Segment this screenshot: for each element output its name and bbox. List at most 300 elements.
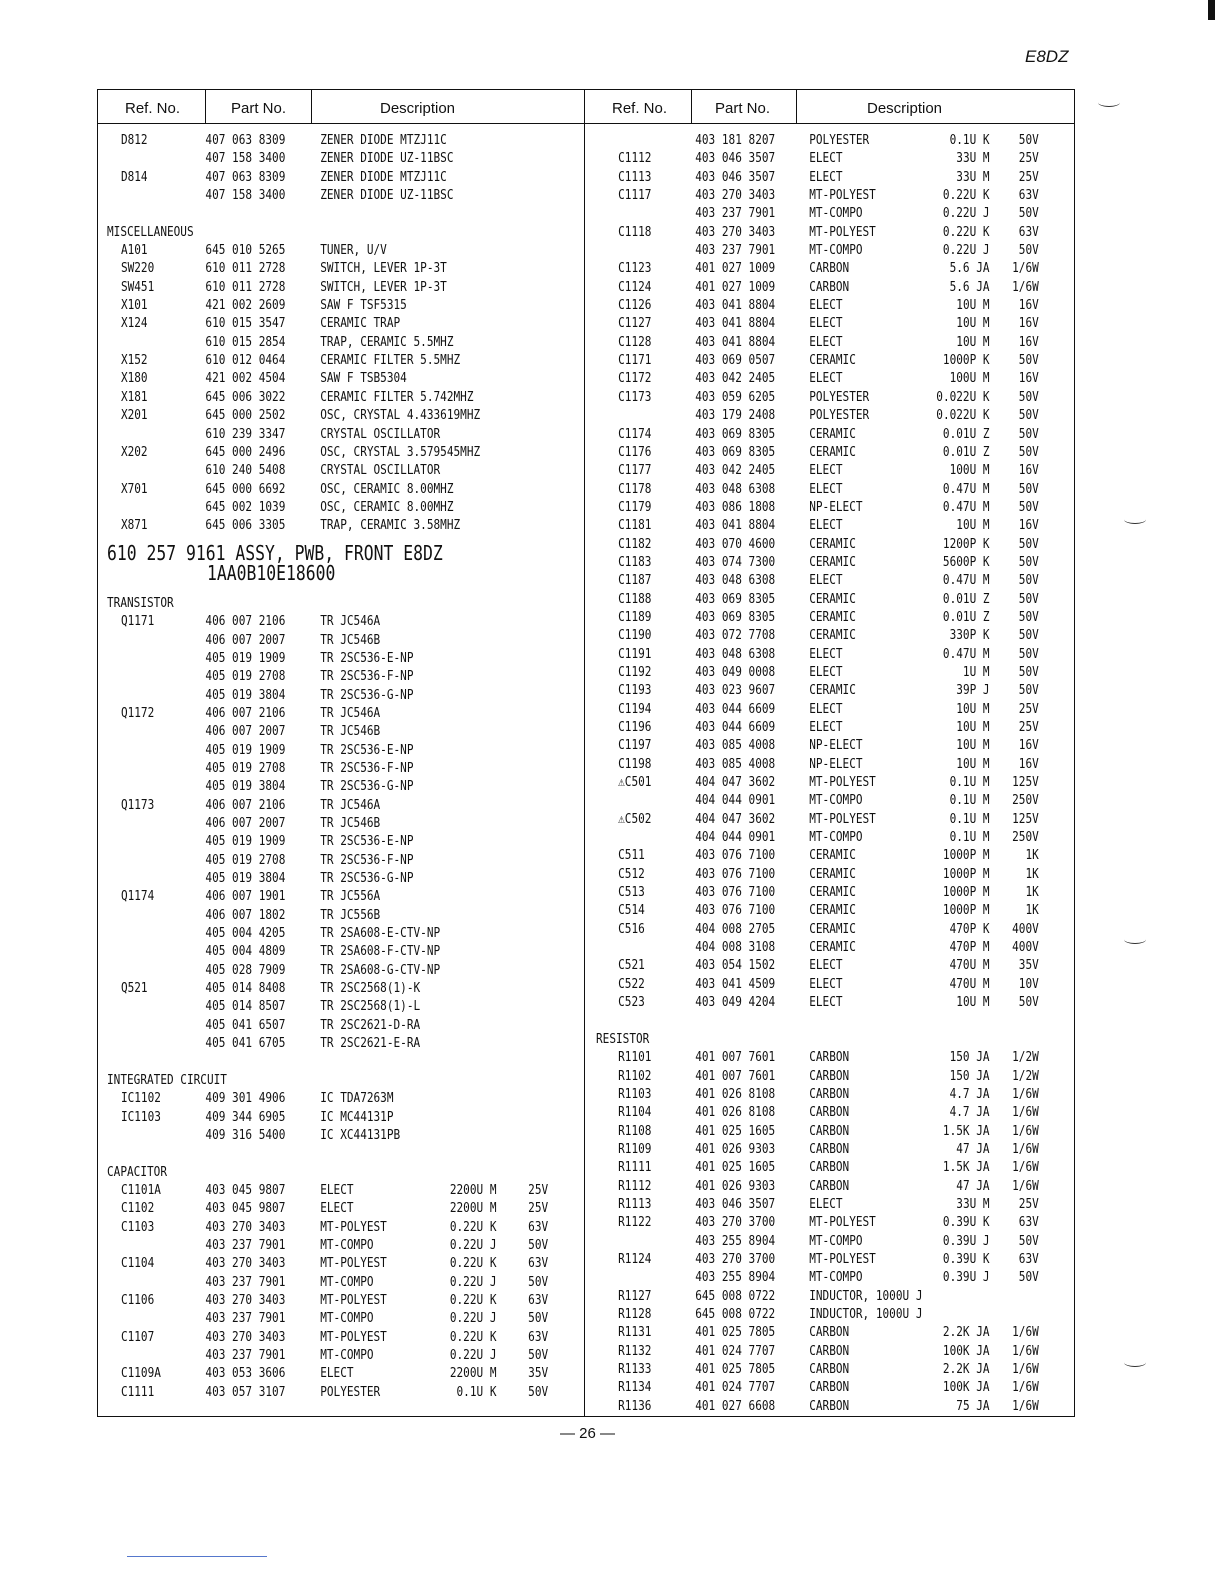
- value-cell: 0.1U K: [456, 1383, 497, 1400]
- rating-cell: 50V: [528, 1347, 549, 1363]
- part-number-cell: 403 041 8804: [695, 333, 776, 350]
- ref-cell: C521: [618, 957, 645, 974]
- table-row: [596, 993, 1039, 1011]
- rating-cell: 25V: [1018, 719, 1039, 735]
- part-number-cell: 403 237 7901: [205, 1310, 286, 1327]
- part-number-cell: 406 007 1802: [205, 906, 286, 923]
- description-cell: MT-COMPO: [320, 1347, 374, 1363]
- ref-cell: C522: [618, 975, 645, 992]
- value-cell: 1000P K: [942, 352, 990, 369]
- value-cell: 0.022U K: [936, 388, 990, 405]
- table-row: [107, 480, 492, 498]
- part-number-cell: 403 048 6308: [695, 645, 776, 662]
- description-cell: CARBON: [809, 1122, 850, 1139]
- rating-cell: 25V: [1018, 150, 1039, 167]
- section-heading: [107, 223, 492, 241]
- value-cell: 0.22U K: [449, 1291, 497, 1308]
- table-row: [107, 1309, 549, 1327]
- ref-cell: X871: [120, 517, 148, 534]
- description-cell: TR JC546B: [320, 815, 381, 832]
- table-row: [107, 1236, 549, 1254]
- ref-cell: C1128: [618, 333, 652, 350]
- table-row: [596, 204, 1039, 222]
- description-cell: TR 2SC536-F-NP: [320, 851, 414, 868]
- table-row: [596, 846, 1039, 864]
- part-number-cell: 403 270 3403: [695, 187, 776, 204]
- table-row: [596, 388, 1039, 406]
- section-label: CAPACITOR: [107, 1163, 167, 1180]
- assembly-code: 1AA0B10E18600: [207, 560, 336, 585]
- part-number-cell: 405 014 8507: [205, 998, 286, 1015]
- description-cell: SAW F TSF5315: [320, 297, 407, 314]
- description-cell: POLYESTER: [809, 132, 870, 148]
- value-cell: 4.7 JA: [949, 1085, 990, 1102]
- rating-cell: 1/6W: [1012, 1379, 1039, 1396]
- part-number-cell: 401 025 1605: [695, 1122, 776, 1139]
- description-cell: CERAMIC: [809, 425, 856, 442]
- part-number-cell: 403 237 7901: [205, 1347, 286, 1363]
- description-cell: TR 2SA608-E-CTV-NP: [320, 925, 441, 942]
- table-row: [596, 791, 1039, 809]
- part-number-cell: 610 012 0464: [205, 352, 286, 369]
- part-number-cell: 404 047 3602: [695, 774, 776, 791]
- description-cell: CERAMIC: [809, 682, 856, 699]
- rating-cell: 50V: [1018, 242, 1039, 259]
- left-parts-column: [107, 131, 577, 1401]
- value-cell: 0.22U K: [449, 1255, 497, 1272]
- part-number-cell: 403 076 7100: [695, 847, 776, 864]
- part-number-cell: 403 046 3507: [695, 1195, 776, 1212]
- table-row: [596, 1195, 1039, 1213]
- description-cell: MT-POLYEST: [809, 774, 876, 791]
- ref-cell: C1102: [120, 1200, 155, 1217]
- assembly-title: 610 257 9161 ASSY, PWB, FRONT E8DZ: [107, 540, 443, 565]
- rating-cell: 1/6W: [1012, 1361, 1039, 1378]
- part-number-cell: 405 019 3804: [205, 870, 286, 887]
- value-cell: 10U M: [956, 517, 990, 534]
- corner-mark: [1208, 0, 1215, 20]
- table-row: [596, 535, 1039, 553]
- part-number-cell: 403 237 7901: [205, 1273, 286, 1290]
- part-number-cell: 405 019 2708: [205, 851, 286, 868]
- part-number-cell: 403 069 8305: [695, 608, 776, 625]
- part-number-cell: 403 270 3700: [695, 1214, 776, 1231]
- description-cell: MT-COMPO: [809, 1269, 863, 1286]
- ref-cell: C1107: [120, 1328, 155, 1345]
- part-number-cell: 404 047 3602: [695, 810, 776, 827]
- description-cell: SWITCH, LEVER 1P-3T: [320, 260, 447, 277]
- description-cell: SWITCH, LEVER 1P-3T: [320, 278, 447, 295]
- description-cell: ELECT: [809, 663, 843, 680]
- description-cell: MT-POLYEST: [320, 1328, 387, 1345]
- value-cell: 0.01U Z: [942, 425, 990, 442]
- part-number-cell: 403 181 8207: [695, 132, 776, 148]
- value-cell: 10U M: [956, 755, 990, 772]
- part-number-cell: 645 000 2502: [205, 407, 286, 424]
- description-cell: CERAMIC: [809, 590, 856, 607]
- ref-cell: X180: [120, 370, 148, 387]
- rating-cell: 50V: [528, 1273, 549, 1290]
- value-cell: 0.39U J: [942, 1269, 990, 1286]
- description-cell: TR 2SC2621-D-RA: [320, 1016, 421, 1033]
- ref-cell: C1117: [618, 187, 652, 204]
- table-row: [596, 920, 1039, 938]
- rating-cell: 25V: [1018, 700, 1039, 717]
- table-row: [596, 1085, 1039, 1103]
- section-heading: [596, 1030, 981, 1048]
- header-sep: [691, 89, 692, 124]
- description-cell: TR 2SA608-G-CTV-NP: [320, 961, 441, 978]
- table-row: [107, 997, 492, 1015]
- section-heading: [107, 1163, 492, 1181]
- description-cell: SAW F TSB5304: [320, 370, 407, 387]
- part-number-cell: 421 002 2609: [205, 297, 286, 314]
- part-number-cell: 407 158 3400: [205, 150, 286, 167]
- part-number-cell: 403 045 9807: [205, 1181, 286, 1198]
- part-number-cell: 610 011 2728: [205, 278, 286, 295]
- table-row: [596, 1397, 1039, 1415]
- rating-cell: 63V: [528, 1218, 549, 1235]
- rating-cell: 50V: [528, 1383, 549, 1400]
- table-row: [596, 498, 1039, 516]
- table-row: [107, 942, 492, 960]
- description-cell: ELECT: [809, 700, 843, 717]
- rating-cell: 50V: [1018, 627, 1039, 644]
- part-number-cell: 409 301 4906: [205, 1090, 286, 1107]
- ref-cell: ⚠C502: [618, 810, 652, 827]
- value-cell: 10U M: [956, 719, 990, 735]
- part-number-cell: 645 006 3022: [205, 388, 286, 405]
- description-cell: TR JC556B: [320, 906, 381, 923]
- table-row: [107, 1199, 549, 1217]
- rating-cell: 50V: [1018, 1269, 1039, 1286]
- description-cell: CERAMIC: [809, 884, 856, 901]
- value-cell: 4.7 JA: [949, 1104, 990, 1121]
- description-cell: CARBON: [809, 1342, 850, 1359]
- description-cell: MT-COMPO: [320, 1236, 374, 1253]
- ref-cell: X124: [120, 315, 148, 332]
- value-cell: 1000P M: [942, 847, 990, 864]
- header-desc-right: Description: [867, 100, 943, 117]
- description-cell: TR JC556A: [320, 888, 381, 905]
- table-row: [596, 553, 1039, 571]
- part-number-cell: 610 015 2854: [205, 333, 286, 350]
- rating-cell: 400V: [1012, 939, 1039, 956]
- table-row: [596, 1158, 1039, 1176]
- part-number-cell: 401 026 8108: [695, 1085, 776, 1102]
- value-cell: 0.01U Z: [942, 590, 990, 607]
- part-number-cell: 403 074 7300: [695, 553, 776, 570]
- table-row: [596, 369, 1039, 387]
- table-row: [107, 961, 492, 979]
- description-cell: TR 2SC536-G-NP: [320, 778, 414, 795]
- description-cell: CARBON: [809, 1159, 850, 1176]
- part-number-cell: 403 069 0507: [695, 352, 776, 369]
- value-cell: 100K JA: [942, 1342, 990, 1359]
- part-number-cell: 406 007 1901: [205, 888, 286, 905]
- ref-cell: X181: [120, 388, 148, 405]
- part-number-cell: 403 072 7708: [695, 627, 776, 644]
- description-cell: MT-COMPO: [809, 792, 863, 809]
- description-cell: NP-ELECT: [809, 755, 863, 772]
- ref-cell: R1131: [618, 1324, 652, 1341]
- column-divider: [584, 89, 585, 1416]
- description-cell: CARBON: [809, 1067, 850, 1084]
- value-cell: 330P K: [949, 627, 990, 644]
- part-number-cell: 403 045 9807: [205, 1200, 286, 1217]
- rating-cell: 50V: [1018, 682, 1039, 699]
- page-number: — 26 —: [560, 1425, 616, 1442]
- description-cell: CARBON: [809, 1104, 850, 1121]
- description-cell: MT-POLYEST: [809, 1214, 876, 1231]
- table-row: [107, 979, 492, 997]
- description-cell: MT-COMPO: [809, 829, 863, 846]
- ref-cell: C1174: [618, 425, 652, 442]
- rating-cell: 50V: [1018, 425, 1039, 442]
- part-number-cell: 403 046 3507: [695, 168, 776, 185]
- value-cell: 100U M: [949, 370, 990, 387]
- description-cell: IC XC44131PB: [320, 1126, 401, 1143]
- header-ref-left: Ref. No.: [125, 100, 181, 117]
- description-cell: MT-COMPO: [809, 1232, 863, 1249]
- description-cell: ELECT: [809, 480, 843, 497]
- rating-cell: 16V: [1018, 755, 1039, 772]
- part-number-cell: 403 270 3403: [205, 1255, 286, 1272]
- rating-cell: 1/6W: [1012, 260, 1039, 277]
- part-number-cell: 403 076 7100: [695, 884, 776, 901]
- ref-cell: C1191: [618, 645, 652, 662]
- description-cell: INDUCTOR, 1000U J: [809, 1306, 923, 1322]
- ref-cell: C1171: [618, 352, 652, 369]
- ref-cell: C1103: [120, 1218, 155, 1235]
- rating-cell: 1K: [1025, 865, 1039, 882]
- description-cell: ELECT: [809, 315, 843, 332]
- part-number-cell: 645 008 0722: [695, 1287, 776, 1304]
- right-parts-column: [596, 131, 1066, 1415]
- section-heading: [107, 594, 492, 612]
- part-number-cell: 403 255 8904: [695, 1232, 776, 1249]
- ref-cell: C1193: [618, 682, 652, 699]
- description-cell: ELECT: [809, 975, 843, 992]
- ref-cell: R1104: [618, 1104, 652, 1121]
- part-number-cell: 403 237 7901: [205, 1236, 286, 1253]
- rating-cell: 250V: [1012, 792, 1039, 809]
- header-desc-left: Description: [380, 100, 456, 117]
- part-number-cell: 403 053 3606: [205, 1365, 286, 1382]
- description-cell: TR 2SC536-E-NP: [320, 649, 414, 666]
- value-cell: 2.2K JA: [942, 1324, 990, 1341]
- table-row: [596, 1232, 1039, 1250]
- ref-cell: C1124: [618, 278, 652, 295]
- description-cell: IC TDA7263M: [320, 1090, 394, 1107]
- section-label: TRANSISTOR: [107, 594, 174, 611]
- table-row: [596, 314, 1039, 332]
- value-cell: 0.22U J: [449, 1347, 497, 1363]
- value-cell: 2200U M: [449, 1365, 497, 1382]
- table-row: [596, 516, 1039, 534]
- description-cell: POLYESTER: [809, 388, 870, 405]
- table-row: [596, 1250, 1039, 1268]
- value-cell: 0.47U M: [942, 498, 990, 515]
- part-number-cell: 407 063 8309: [205, 132, 286, 148]
- table-row: [596, 1305, 981, 1323]
- value-cell: 150 JA: [949, 1049, 990, 1066]
- table-row: [107, 1364, 549, 1382]
- section-label: INTEGRATED CIRCUIT: [107, 1071, 227, 1088]
- part-number-cell: 407 063 8309: [205, 168, 286, 185]
- part-number-cell: 401 027 1009: [695, 278, 776, 295]
- part-number-cell: 403 069 8305: [695, 443, 776, 460]
- part-number-cell: 403 076 7100: [695, 902, 776, 919]
- value-cell: 39P J: [956, 682, 990, 699]
- value-cell: 0.1U M: [949, 792, 990, 809]
- description-cell: ZENER DIODE UZ-11BSC: [320, 187, 454, 204]
- part-number-cell: 401 026 8108: [695, 1104, 776, 1121]
- rating-cell: 63V: [1018, 223, 1039, 240]
- description-cell: CERAMIC: [809, 627, 856, 644]
- description-cell: ELECT: [809, 645, 843, 662]
- rating-cell: 1/6W: [1012, 1140, 1039, 1157]
- ref-cell: C516: [618, 920, 645, 937]
- ref-cell: C514: [618, 902, 645, 919]
- value-cell: 470P M: [949, 939, 990, 956]
- part-number-cell: 403 270 3403: [205, 1291, 286, 1308]
- table-row: [596, 700, 1039, 718]
- description-cell: CARBON: [809, 278, 850, 295]
- table-row: [596, 351, 1039, 369]
- description-cell: CERAMIC: [809, 865, 856, 882]
- value-cell: 10U M: [956, 737, 990, 754]
- ref-cell: R1124: [618, 1250, 652, 1267]
- description-cell: MT-POLYEST: [809, 223, 876, 240]
- rating-cell: 1/6W: [1012, 278, 1039, 295]
- part-number-cell: 405 019 1909: [205, 649, 286, 666]
- table-row: [596, 168, 1039, 186]
- rating-cell: 50V: [1018, 388, 1039, 405]
- table-row: [107, 814, 492, 832]
- table-row: [596, 901, 1039, 919]
- description-cell: TR 2SC2568(1)-K: [320, 980, 421, 997]
- ref-cell: D812: [120, 132, 148, 148]
- table-row: [107, 278, 492, 296]
- ref-cell: X701: [120, 480, 148, 497]
- description-cell: TR 2SC2568(1)-L: [320, 998, 421, 1015]
- rating-cell: 50V: [1018, 352, 1039, 369]
- description-cell: OSC, CERAMIC 8.00MHZ: [320, 498, 454, 515]
- table-row: [107, 204, 492, 222]
- part-number-cell: 403 270 3403: [205, 1218, 286, 1235]
- part-number-cell: 403 049 0008: [695, 663, 776, 680]
- value-cell: 2.2K JA: [942, 1361, 990, 1378]
- description-cell: ELECT: [809, 462, 843, 479]
- table-row: [596, 1287, 981, 1305]
- rating-cell: 63V: [1018, 1250, 1039, 1267]
- table-row: [596, 1342, 1039, 1360]
- header-sep: [311, 89, 312, 124]
- description-cell: TR JC546B: [320, 723, 381, 740]
- table-row: [596, 259, 1039, 277]
- ref-cell: R1112: [618, 1177, 652, 1194]
- part-number-cell: 401 026 9303: [695, 1177, 776, 1194]
- table-row: [107, 722, 492, 740]
- ref-cell: C1197: [618, 737, 652, 754]
- table-row: [107, 1034, 492, 1052]
- rating-cell: 63V: [528, 1291, 549, 1308]
- ref-cell: C1194: [618, 700, 652, 717]
- table-row: [107, 1016, 492, 1034]
- part-number-cell: 403 086 1808: [695, 498, 776, 515]
- part-number-cell: 401 026 9303: [695, 1140, 776, 1157]
- value-cell: 0.022U K: [936, 407, 990, 424]
- rating-cell: 50V: [1018, 443, 1039, 460]
- ref-cell: R1102: [618, 1067, 652, 1084]
- ref-cell: R1122: [618, 1214, 652, 1231]
- part-number-cell: 406 007 2007: [205, 631, 286, 648]
- value-cell: 1000P M: [942, 884, 990, 901]
- rating-cell: 50V: [1018, 407, 1039, 424]
- ref-cell: X202: [120, 443, 148, 460]
- description-cell: CARBON: [809, 1324, 850, 1341]
- ref-cell: C1127: [618, 315, 652, 332]
- description-cell: CERAMIC: [809, 939, 856, 956]
- ref-cell: Q1171: [120, 613, 155, 630]
- value-cell: 5.6 JA: [949, 278, 990, 295]
- rating-cell: 25V: [528, 1200, 549, 1217]
- table-row: [107, 1383, 549, 1401]
- part-number-cell: 403 044 6609: [695, 719, 776, 735]
- description-cell: ZENER DIODE UZ-11BSC: [320, 150, 454, 167]
- part-number-cell: 645 010 5265: [205, 242, 286, 259]
- description-cell: ELECT: [809, 297, 843, 314]
- value-cell: 10U M: [956, 700, 990, 717]
- table-row: [596, 755, 1039, 773]
- ref-cell: A101: [120, 242, 148, 259]
- ref-cell: Q521: [120, 980, 148, 997]
- rating-cell: 250V: [1012, 829, 1039, 846]
- table-row: [596, 1378, 1039, 1396]
- ref-cell: C1176: [618, 443, 652, 460]
- value-cell: 10U M: [956, 315, 990, 332]
- margin-mark: [1124, 935, 1146, 944]
- value-cell: 2200U M: [449, 1181, 497, 1198]
- rating-cell: 1/6W: [1012, 1104, 1039, 1121]
- margin-mark: [1124, 515, 1146, 524]
- description-cell: ELECT: [809, 957, 843, 974]
- rating-cell: 400V: [1012, 920, 1039, 937]
- table-row: [107, 851, 492, 869]
- table-row: [107, 388, 492, 406]
- description-cell: MT-COMPO: [809, 205, 863, 222]
- part-number-cell: 403 042 2405: [695, 462, 776, 479]
- description-cell: TR 2SC536-F-NP: [320, 760, 414, 776]
- ref-cell: C1182: [618, 535, 652, 552]
- part-number-cell: 403 237 7901: [695, 242, 776, 259]
- part-number-cell: 645 000 2496: [205, 443, 286, 460]
- table-row: [107, 906, 492, 924]
- part-number-cell: 645 002 1039: [205, 498, 286, 515]
- description-cell: CERAMIC FILTER 5.5MHZ: [320, 352, 461, 369]
- value-cell: 0.22U J: [942, 205, 990, 222]
- description-cell: TR 2SC536-F-NP: [320, 668, 414, 685]
- ref-cell: R1127: [618, 1287, 652, 1304]
- part-number-cell: 403 042 2405: [695, 370, 776, 387]
- header-ref-right: Ref. No.: [612, 100, 668, 117]
- description-cell: ELECT: [809, 572, 843, 589]
- ref-cell: C1177: [618, 462, 652, 479]
- table-row: [107, 612, 492, 630]
- ref-cell: C1173: [618, 388, 652, 405]
- rating-cell: 10V: [1018, 975, 1039, 992]
